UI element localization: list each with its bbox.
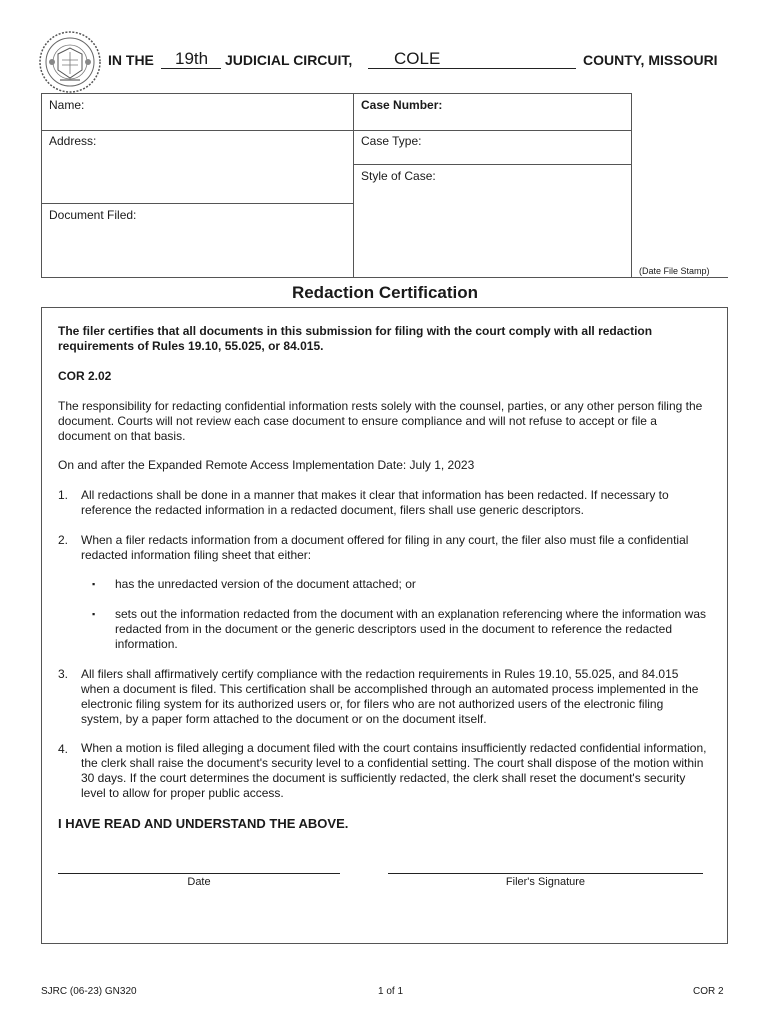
list-item: When a motion is filed alleging a document filed with the court contains insufficiently redacted confidential information, the clerk shall raise the document's security level to a confidential setting. The court shall dispose of the motion within 30 days. If the court determines the document is sufficiently redacted, the clerk shall reset the document's security level to allow for proper public access. bbox=[81, 741, 707, 800]
style-of-case-label: Style of Case: bbox=[361, 169, 436, 183]
circuit-value: 19th bbox=[175, 49, 209, 68]
document-filed-label: Document Filed: bbox=[49, 208, 137, 222]
date-signature-line[interactable] bbox=[58, 873, 340, 874]
county-value: COLE bbox=[394, 49, 441, 68]
header-suffix: COUNTY, MISSOURI bbox=[583, 52, 718, 68]
caption-right-line bbox=[353, 164, 632, 165]
page-title: Redaction Certification bbox=[291, 283, 479, 302]
acknowledgement: I HAVE READ AND UNDERSTAND THE ABOVE. bbox=[58, 816, 349, 831]
header-prefix: IN THE bbox=[108, 52, 154, 68]
page-number: 1 of 1 bbox=[378, 986, 404, 997]
item-number: 3. bbox=[58, 667, 69, 681]
case-number-label: Case Number: bbox=[361, 98, 443, 112]
circuit-underline bbox=[161, 68, 221, 69]
implementation-date: On and after the Expanded Remote Access Implementation Date: July 1, 2023 bbox=[58, 458, 475, 472]
court-seal-icon bbox=[38, 30, 102, 94]
date-label: Date bbox=[187, 876, 211, 888]
responsibility-paragraph: The responsibility for redacting confidential information rests solely with the counsel, parties, or any other person filing the document. Courts will not review each case document to ensure compliance and will not refuse to accept or file a document on that basis. bbox=[58, 399, 703, 443]
bullet-icon: ▪ bbox=[92, 579, 96, 589]
list-item: All filers shall affirmatively certify compliance with the redaction requirements in Rules 19.10, 55.025, and 84.015 when a document is filed. This certification shall be accomplished through an automated process implemented in the electronic filing system for its authorized users or, for filers who are not authorized users of the electronic filing system, by a paper form attached to the document or on the document itself. bbox=[81, 667, 699, 726]
filer-signature-line[interactable] bbox=[388, 873, 703, 874]
case-type-label: Case Type: bbox=[361, 134, 422, 148]
caption-left-line bbox=[41, 203, 353, 204]
county-underline bbox=[368, 68, 576, 69]
name-label: Name: bbox=[49, 98, 85, 112]
circuit-label: JUDICIAL CIRCUIT, bbox=[225, 52, 353, 68]
item-number: 2. bbox=[58, 533, 69, 547]
date-file-stamp-label: (Date File Stamp) bbox=[639, 266, 710, 276]
item-number: 1. bbox=[58, 488, 69, 502]
form-code: COR 2 bbox=[693, 986, 724, 997]
certify-statement: The filer certifies that all documents in this submission for filing with the court comply with all redaction requirements of Rules 19.10, 55.025, or 84.015. bbox=[58, 324, 653, 353]
filer-signature-label: Filer's Signature bbox=[505, 876, 586, 888]
caption-divider bbox=[353, 93, 354, 278]
file-stamp-line bbox=[632, 277, 728, 278]
caption-row-line bbox=[41, 130, 632, 131]
bullet-item: has the unredacted version of the document attached; or bbox=[115, 577, 416, 591]
caption-box bbox=[41, 93, 632, 278]
form-id: SJRC (06-23) GN320 bbox=[41, 986, 137, 997]
bullet-item: sets out the information redacted from the document with an explanation referencing where the information was redacted from in the document or the generic descriptors used in the document to reference the redacted information. bbox=[115, 607, 706, 651]
bullet-icon: ▪ bbox=[92, 609, 96, 619]
list-item: All redactions shall be done in a manner that makes it clear that information has been redacted. If necessary to reference the redacted information in a redacted document, filers shall use generic descriptors. bbox=[81, 488, 669, 517]
item-number: 4. bbox=[58, 742, 69, 756]
cor-reference: COR 2.02 bbox=[58, 369, 112, 383]
address-label: Address: bbox=[49, 134, 97, 148]
list-item: When a filer redacts information from a document offered for filing in any court, the filer also must file a confidential redacted information filing sheet that either: bbox=[81, 533, 689, 562]
